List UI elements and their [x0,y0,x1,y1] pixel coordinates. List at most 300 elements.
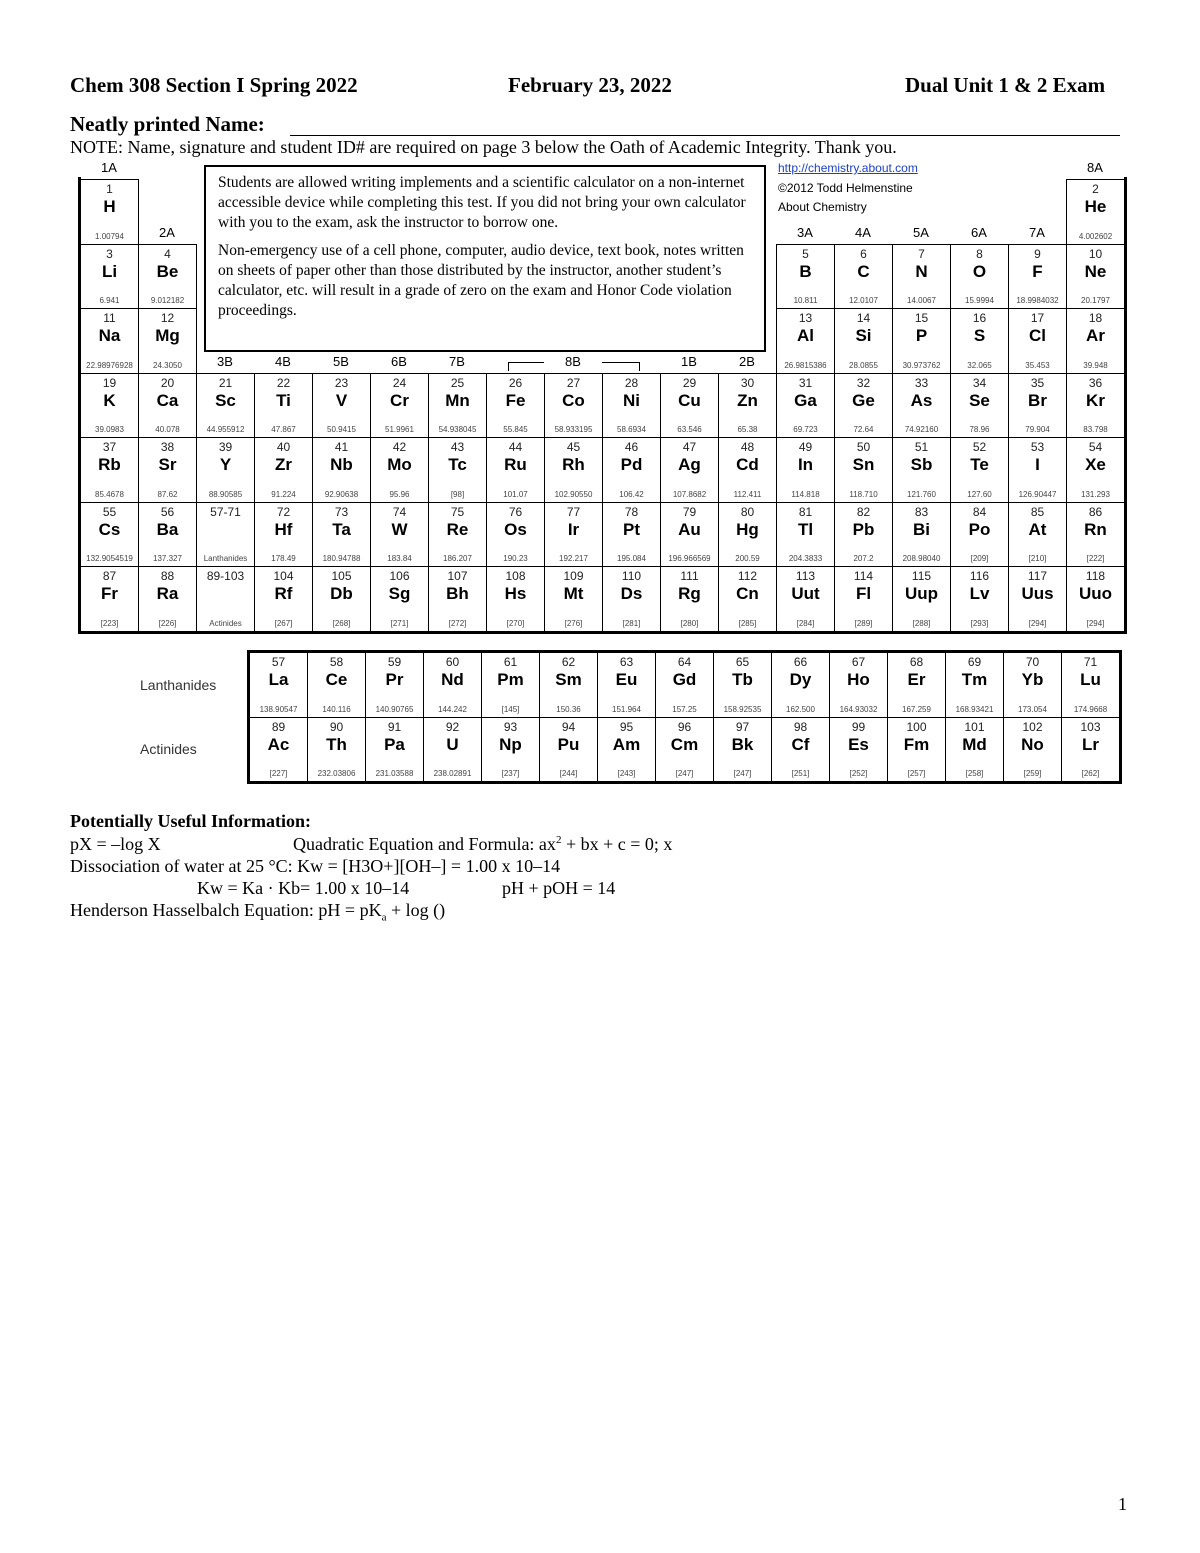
element-symbol: Xe [1085,455,1106,474]
atomic-number: 45 [566,440,581,454]
atomic-number: 34 [972,375,987,390]
atomic-mass: 15.9994 [965,296,994,305]
element-symbol: Bh [446,584,469,603]
atomic-number: 92 [445,719,460,734]
atomic-number: 8 [976,246,983,261]
element-symbol: In [797,455,814,474]
atomic-mass: 190.23 [503,554,528,563]
atomic-number: 25 [450,375,465,390]
atomic-number: 75 [450,504,465,519]
atomic-number: 96 [677,719,692,734]
atomic-number: 19 [102,375,117,390]
atomic-mass: [145] [501,704,520,714]
element-symbol: Cs [98,519,121,539]
element-symbol: He [1084,197,1107,216]
atomic-number: 3 [106,246,113,261]
quadratic-equation [293,834,672,855]
element-symbol: Ds [620,584,643,603]
atomic-number: 71 [1083,655,1098,669]
atomic-number: 74 [392,504,407,519]
atomic-mass: 44.955912 [206,425,245,434]
atomic-mass: 39.0983 [95,425,124,434]
element-symbol: Ac [267,734,290,754]
atomic-mass: [252] [849,769,868,778]
atomic-number: 60 [445,655,460,669]
atomic-mass: 168.93421 [955,704,994,714]
element-symbol: Uut [791,584,820,603]
atomic-number: 95 [619,719,634,734]
element-symbol: Fr [101,584,118,603]
px-definition: pX = –log X [70,834,161,854]
atomic-mass: 138.90547 [259,704,298,714]
atomic-number: 15 [914,311,929,325]
atomic-number: 41 [334,440,349,454]
atomic-number: 105 [331,569,352,583]
atomic-number: 64 [677,655,692,669]
element-symbol: Dy [789,670,812,689]
atomic-mass: 58.933195 [554,425,593,434]
element-symbol: Mn [445,390,470,410]
element-symbol: Np [499,734,522,754]
element-symbol: Ba [156,519,179,539]
atomic-number: 26 [508,375,523,390]
atomic-mass: 112.411 [733,489,762,499]
atomic-number: 98 [793,719,808,734]
atomic-number: 59 [387,655,402,669]
atomic-number: 73 [334,504,349,519]
element-symbol: Rf [274,584,293,603]
atomic-mass: [285] [738,618,757,628]
atomic-mass: 47.867 [271,425,296,434]
group-label-7b: 7B [449,354,465,369]
atomic-mass: 35.453 [1025,360,1050,370]
element-symbol: Tb [732,670,753,689]
atomic-mass: 121.760 [907,489,936,499]
element-symbol: Tm [961,670,988,689]
atomic-number: 18 [1088,311,1103,325]
hh-subscript: a [381,911,387,924]
atomic-mass: 85.4678 [95,489,124,499]
atomic-number: 54 [1088,440,1103,454]
atomic-mass: [281] [622,618,641,628]
element-symbol: Nb [330,455,353,474]
element-symbol: At [1028,519,1047,539]
credit-url[interactable]: http://chemistry.about.com [778,161,918,175]
atomic-mass: 200.59 [735,554,760,563]
atomic-number: 17 [1030,311,1045,325]
element-symbol: Fe [505,390,526,410]
atomic-number: 63 [619,655,634,669]
atomic-mass: 55.845 [503,425,528,434]
atomic-number: 70 [1025,655,1040,669]
element-symbol: Ne [1084,261,1107,281]
atomic-mass: 183.84 [387,554,412,563]
atomic-number: 61 [503,655,518,669]
atomic-mass: [243] [617,769,636,778]
element-symbol: Be [156,261,179,281]
quadratic-part-a: Quadratic Equation and Formula: ax [293,834,556,854]
hh-part-b: + log () [386,900,446,920]
atomic-number: 48 [740,440,755,454]
element-symbol: La [268,670,289,689]
group-label-3a: 3A [797,225,813,240]
atomic-number: 110 [621,569,642,583]
atomic-mass: 127.60 [967,489,992,499]
element-symbol: K [103,390,116,410]
atomic-mass: 65.38 [737,425,758,434]
atomic-number: 80 [740,504,755,519]
element-symbol: V [335,390,348,410]
element-symbol: Md [962,734,987,754]
atomic-number: 16 [972,311,987,325]
course-title: Chem 308 Section I Spring 2022 [70,73,358,97]
atomic-number: 46 [624,440,639,454]
group-label-6b: 6B [391,354,407,369]
atomic-mass: [251] [791,769,810,778]
atomic-number: 65 [735,655,750,669]
atomic-mass: [262] [1081,769,1100,778]
atomic-mass: [270] [506,618,525,628]
atomic-number: 57 [271,655,286,669]
atomic-number: 117 [1027,569,1048,583]
element-symbol: U [446,734,459,754]
element-symbol: Ce [325,670,348,689]
atomic-mass: 131.293 [1081,489,1110,499]
atomic-mass: 87.62 [157,489,178,499]
element-symbol: Os [504,519,527,539]
element-symbol: As [910,390,933,410]
element-symbol: Y [219,455,232,474]
atomic-number: 78 [624,504,639,519]
group-label-1a: 1A [101,160,117,175]
atomic-mass: 238.02891 [433,769,472,778]
element-symbol: Rg [678,584,701,603]
exam-rules-box [204,165,766,352]
atomic-mass: [257] [907,769,926,778]
group-label-2a: 2A [159,225,175,240]
quadratic-exponent: 2 [555,834,562,846]
exam-name: Dual Unit 1 & 2 Exam [905,73,1106,97]
group-label-5a: 5A [913,225,929,240]
group-label-3b: 3B [217,354,233,369]
atomic-mass: 208.98040 [902,554,941,563]
atomic-number: 24 [392,375,407,390]
name-prompt: Neatly printed Name: [70,112,265,136]
atomic-mass: 30.973762 [902,360,941,370]
element-symbol: Es [848,734,869,754]
atomic-number: 112 [737,569,758,583]
atomic-number: 89 [271,719,286,734]
atomic-number: 36 [1088,375,1103,390]
atomic-number: 84 [972,504,987,519]
element-symbol: Lv [969,584,990,603]
element-symbol: No [1021,734,1044,754]
element-symbol: Cu [678,390,701,410]
atomic-number: 56 [160,504,175,519]
atomic-mass: 118.710 [849,489,878,499]
atomic-mass: 157.25 [672,704,697,714]
element-symbol: I [1035,455,1040,474]
atomic-mass: 58.6934 [617,425,646,434]
atomic-number: 9 [1034,246,1041,261]
atomic-number: 38 [160,440,175,454]
atomic-number: 72 [276,504,291,519]
element-symbol: F [1032,261,1043,281]
atomic-number: 114 [853,569,874,583]
element-symbol: Te [970,455,989,474]
atomic-number: 107 [447,569,468,583]
atomic-mass: 173.054 [1018,704,1047,714]
atomic-mass: 150.36 [556,704,581,714]
element-symbol: Se [969,390,990,410]
element-symbol: Zn [737,390,758,410]
atomic-number: 21 [218,375,233,390]
henderson-hasselbalch [70,900,445,924]
atomic-number: 77 [566,504,581,519]
atomic-mass: 54.938045 [438,425,477,434]
credit-site: About Chemistry [778,200,867,214]
atomic-mass: 69.723 [793,425,818,434]
atomic-number: 111 [680,569,699,583]
element-symbol: Pr [385,670,404,689]
atomic-mass: 167.259 [902,704,931,714]
element-symbol: Zr [275,455,292,474]
atomic-number: 87 [102,569,117,583]
element-symbol: Nd [441,670,464,689]
atomic-mass: 50.9415 [327,425,356,434]
atomic-mass: [267] [274,618,293,628]
atomic-number: 99 [851,719,866,734]
atomic-mass: 79.904 [1025,425,1050,434]
element-symbol: Rn [1084,519,1107,539]
atomic-mass: 207.2 [853,554,874,563]
element-symbol: S [973,326,986,345]
f-block-frame [247,650,1122,784]
element-symbol: Po [968,519,991,539]
element-symbol: Lu [1080,670,1101,689]
atomic-number: 12 [160,311,175,325]
atomic-number: 40 [276,440,291,454]
atomic-number: 31 [798,375,813,390]
atomic-number: 76 [508,504,523,519]
atomic-mass: 151.964 [612,704,641,714]
element-symbol: C [857,261,870,281]
element-symbol: Cn [736,584,759,603]
atomic-mass: 204.3833 [788,554,823,563]
atomic-mass: [244] [559,769,578,778]
element-symbol: Pd [620,455,643,474]
atomic-number: 7 [918,246,925,261]
atomic-mass: 95.96 [389,489,410,499]
atomic-number: 43 [450,440,465,454]
element-symbol: Hg [736,519,759,539]
atomic-mass: 20.1797 [1081,296,1110,305]
atomic-mass: 186.207 [443,554,472,563]
atomic-number: 52 [972,440,987,454]
atomic-mass: 78.96 [969,425,990,434]
atomic-mass: [237] [501,769,520,778]
atomic-number: 89-103 [206,569,245,583]
element-symbol: Th [326,734,347,754]
atomic-mass: [210] [1028,554,1047,563]
element-symbol: Sc [215,390,236,410]
atomic-mass: 144.242 [438,704,467,714]
atomic-number: 33 [914,375,929,390]
element-symbol: Ge [852,390,875,410]
atomic-mass: [227] [269,769,288,778]
atomic-mass: [98] [450,489,465,499]
element-symbol: Ni [623,390,640,410]
atomic-mass: 28.0855 [849,360,878,370]
atomic-mass: 39.948 [1083,360,1108,370]
atomic-mass: 40.078 [155,425,180,434]
page-number: 1 [1118,1494,1127,1514]
atomic-number: 53 [1030,440,1045,454]
atomic-mass: [258] [965,769,984,778]
atomic-number: 23 [334,375,349,390]
atomic-mass: 4.002602 [1078,231,1113,241]
atomic-number: 113 [795,569,816,583]
atomic-number: 2 [1092,182,1099,196]
atomic-mass: 164.93032 [839,704,878,714]
atomic-number: 101 [964,719,985,734]
element-symbol: Cm [670,734,699,754]
atomic-mass: [289] [854,618,873,628]
element-symbol: Cd [736,455,759,474]
element-symbol: Pm [497,670,524,689]
element-symbol: Bi [913,519,930,539]
element-symbol: Co [562,390,585,410]
atomic-number: 68 [909,655,924,669]
atomic-mass: 83.798 [1083,425,1108,434]
name-line[interactable] [290,135,1120,136]
atomic-mass: [271] [390,618,409,628]
element-symbol: Br [1028,390,1047,410]
element-symbol: Hf [274,519,293,539]
element-symbol: Lr [1082,734,1099,754]
atomic-number: 47 [682,440,697,454]
atomic-mass: [272] [448,618,467,628]
atomic-mass: [288] [912,618,931,628]
element-symbol: Ar [1086,326,1105,345]
element-symbol: Uup [904,584,939,603]
element-symbol: Ta [332,519,351,539]
atomic-mass: 140.90765 [375,704,414,714]
group-label-8a: 8A [1087,160,1103,175]
atomic-mass: 10.811 [793,296,818,305]
atomic-mass: 1.00794 [95,231,124,241]
atomic-number: 55 [102,504,117,519]
element-symbol: Tl [797,519,814,539]
element-symbol: Hs [504,584,527,603]
water-dissociation: Dissociation of water at 25 °C: Kw = [H3O+][OH–] = 1.00 x 10–14 [70,856,561,876]
element-symbol: Pt [623,519,640,539]
element-symbol: Si [855,326,872,345]
atomic-mass: 12.0107 [849,296,878,305]
element-symbol: Ca [156,390,179,410]
element-symbol: Au [678,519,701,539]
element-symbol: Gd [672,670,697,689]
atomic-mass: 232.03806 [317,769,356,778]
group-label-2b: 2B [739,354,755,369]
element-symbol: Ag [678,455,701,474]
element-symbol: Rh [562,455,585,474]
atomic-mass: [268] [332,618,351,628]
element-symbol: Re [446,519,469,539]
atomic-mass: 106.42 [619,489,644,499]
element-symbol: Kr [1086,390,1105,410]
element-symbol: Pa [384,734,405,754]
credit-copyright: ©2012 Todd Helmenstine [778,181,913,195]
atomic-number: 81 [798,504,813,519]
element-symbol: Er [907,670,926,689]
atomic-mass: 158.92535 [723,704,762,714]
element-symbol: Fl [855,584,872,603]
atomic-number: 27 [566,375,581,390]
atomic-mass: 22.98976928 [86,360,133,370]
atomic-mass: 14.0067 [907,296,936,305]
atomic-mass: 72.64 [853,425,874,434]
atomic-number: 93 [503,719,518,734]
useful-info-title: Potentially Useful Information: [70,811,311,831]
atomic-mass: 101.07 [503,489,528,499]
atomic-mass: 102.90550 [554,489,593,499]
atomic-number: 50 [856,440,871,454]
element-symbol: B [799,261,812,281]
atomic-mass: [223] [100,618,119,628]
element-symbol: P [915,326,928,345]
element-symbol: Sg [388,584,411,603]
atomic-mass: 91.224 [271,489,296,499]
atomic-mass: 140.116 [322,704,351,714]
atomic-number: 69 [967,655,982,669]
atomic-number: 28 [624,375,639,390]
kw-relation: Kw = Ka · Kb= 1.00 x 10–14 [197,878,410,898]
atomic-number: 94 [561,719,576,734]
atomic-number: 57-71 [210,504,241,519]
element-symbol: Tc [448,455,467,474]
atomic-number: 32 [856,375,871,390]
atomic-number: 102 [1022,719,1043,734]
atomic-mass: [226] [158,618,177,628]
element-symbol: Db [330,584,353,603]
atomic-number: 51 [914,440,929,454]
group-label-5b: 5B [333,354,349,369]
atomic-number: 1 [106,182,113,196]
atomic-number: 104 [273,569,294,583]
element-symbol: O [972,261,987,281]
atomic-mass: 137.327 [153,554,182,563]
atomic-number: 44 [508,440,523,454]
atomic-mass: 195.084 [617,554,646,563]
atomic-number: 79 [682,504,697,519]
quadratic-part-b: + bx + c = 0; x [561,834,673,854]
element-symbol: Sn [852,455,875,474]
atomic-mass: 114.818 [791,489,820,499]
atomic-number: 49 [798,440,813,454]
atomic-mass: [259] [1023,769,1042,778]
element-symbol: Mt [563,584,584,603]
atomic-mass: 9.012182 [150,296,185,305]
atomic-number: 39 [218,440,233,454]
atomic-mass: 126.90447 [1018,489,1057,499]
atomic-mass: 192.217 [559,554,588,563]
atomic-mass: Actinides [209,618,242,628]
atomic-number: 115 [911,569,932,583]
group-label-4a: 4A [855,225,871,240]
element-symbol: Sr [158,455,177,474]
rules-paragraph-2: Non-emergency use of a cell phone, computer, audio device, text book, notes written on sheets of paper other than those distributed by the instructor, another student’s calculator, etc. will result in a grade of zero on the exam and Honor Code violation proceedings. [218,242,744,319]
